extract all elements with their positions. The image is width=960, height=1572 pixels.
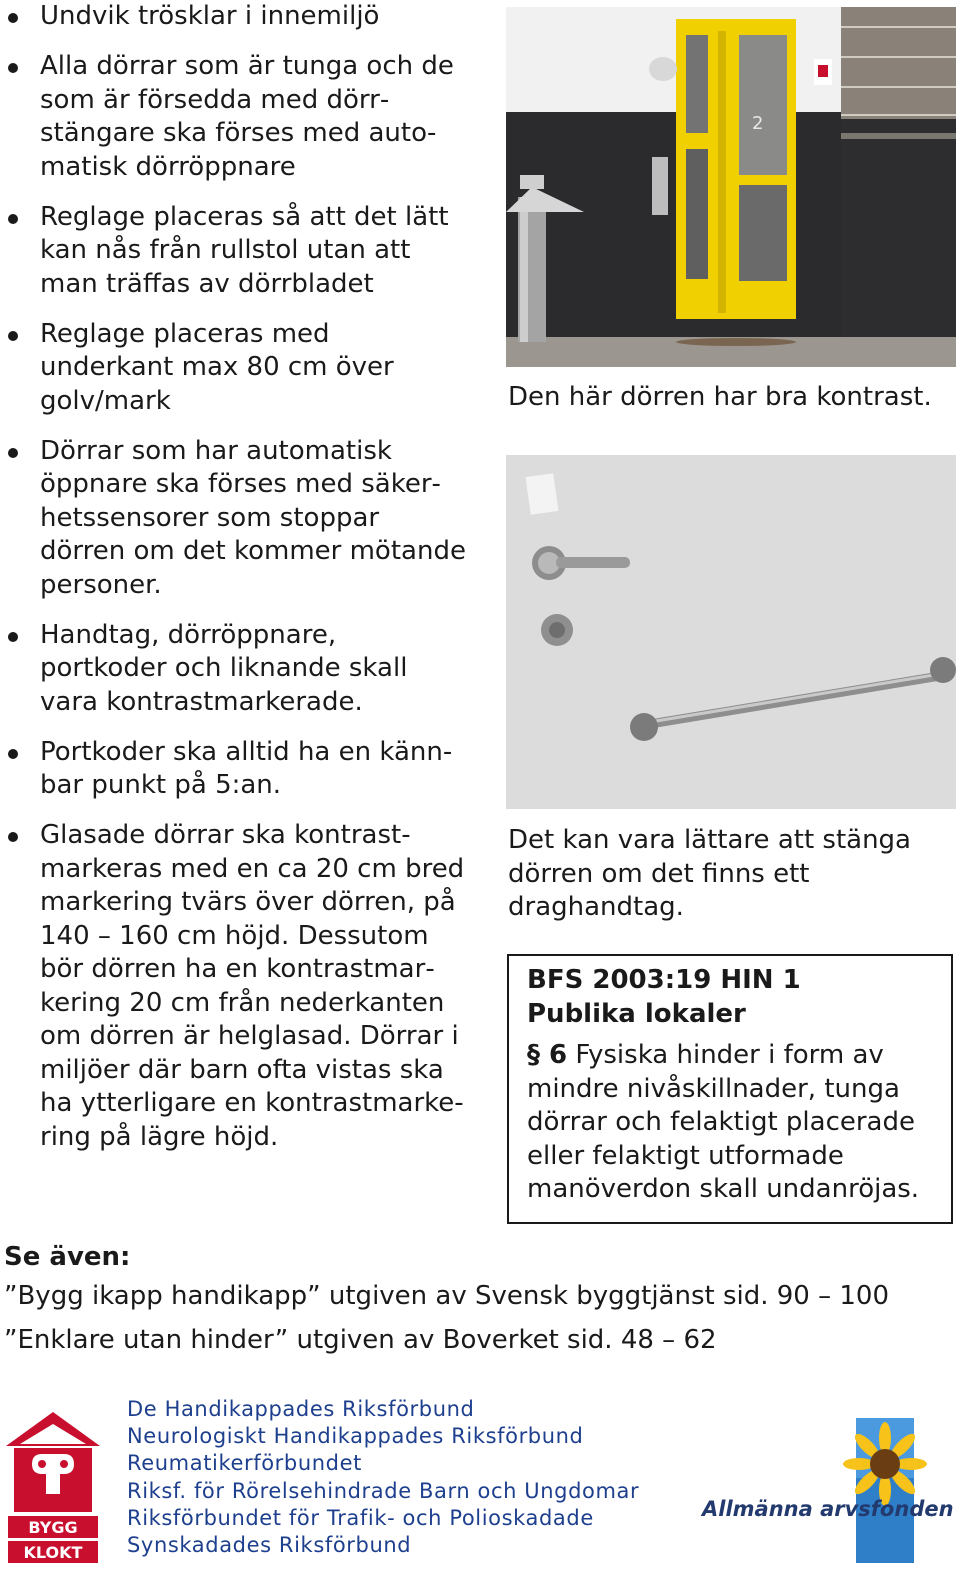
organization-item: Synskadades Riksförbund — [127, 1533, 412, 1558]
regulation-subtitle: Publika lokaler — [527, 998, 746, 1029]
photo1-caption: Den här dörren har bra kontrast. — [508, 382, 932, 412]
organization-item: Riksf. för Rörelsehindrade Barn och Ungdomar — [127, 1478, 640, 1503]
section-mark: § 6 — [527, 1040, 568, 1070]
regulation-title: BFS 2003:19 HIN 1 — [527, 965, 801, 995]
organization-item: Riksförbundet för Trafik- och Polioskadade — [127, 1505, 594, 1530]
bygg-klokt-logo — [4, 1410, 102, 1565]
entrance-door-photo — [506, 7, 956, 367]
list-item: Alla dörrar som är tunga och de som är försedda med dörrstängare ska förses med automatisk dörröppnare — [0, 50, 470, 184]
list-item: Reglage placeras med underkant max 80 cm över golv/mark — [0, 318, 470, 419]
see-also-ref: ”Enklare utan hinder” utgiven av Boverket sid. 48 – 62 — [4, 1325, 717, 1355]
arvsfonden-logo — [696, 1418, 956, 1563]
list-item: Dörrar som har automatisk öppnare ska förses med säkerhetssensorer som stoppar dörren om det kommer mötande personer. — [0, 435, 470, 603]
photo2-caption: Det kan vara lättare att stänga dörren om det finns ett draghandtag. — [508, 825, 911, 922]
list-item: Glasade dörrar ska kontrastmarkeras med en ca 20 cm bred markering tvärs över dörren, på 140 – 160 cm höjd. Dessutom bör dörren ha en kontrastmarkering 20 cm från nederkanten om dörren är helglasad. Dörrar i miljöer där barn ofta vistas ska ha ytterligare en kontrastmarkering på lägre höjd. — [0, 819, 470, 1154]
logo-text-bygg: BYGG — [28, 1518, 78, 1537]
arvsfonden-logo-text: Allmänna arvsfonden — [702, 1497, 954, 1521]
section-text: Fysiska hinder i form av mindre nivåskillnader, tunga dörrar och felaktigt placerade eller felaktigt utformade manöverdon skall undanröjas. — [527, 1040, 920, 1204]
organization-item: De Handikappades Riksförbund — [127, 1397, 475, 1421]
requirements-list — [0, 0, 470, 1171]
see-also-ref: ”Bygg ikapp handikapp” utgiven av Svensk byggtjänst sid. 90 – 100 — [4, 1281, 890, 1311]
pull-handle-photo — [506, 455, 956, 809]
list-item: Reglage placeras så att det lätt kan nås från rullstol utan att man träffas av dörrbladet — [0, 201, 470, 302]
organization-item: Reumatikerförbundet — [127, 1451, 362, 1476]
list-item: Handtag, dörröppnare, portkoder och liknande skall vara kontrastmarkerade. — [0, 619, 470, 720]
regulation-box — [507, 954, 953, 1224]
logo-text-klokt: KLOKT — [23, 1543, 83, 1562]
organization-list — [127, 1396, 639, 1559]
list-item: Portkoder ska alltid ha en kännbar punkt på 5:an. — [0, 736, 470, 803]
list-item: Undvik trösklar i innemiljö — [0, 0, 470, 34]
see-also-heading: Se även: — [4, 1242, 131, 1272]
regulation-section — [527, 1039, 933, 1207]
organization-item: Neurologiskt Handikappades Riksförbund — [127, 1424, 584, 1449]
door-number: 2 — [752, 113, 764, 134]
see-also — [4, 1240, 889, 1362]
